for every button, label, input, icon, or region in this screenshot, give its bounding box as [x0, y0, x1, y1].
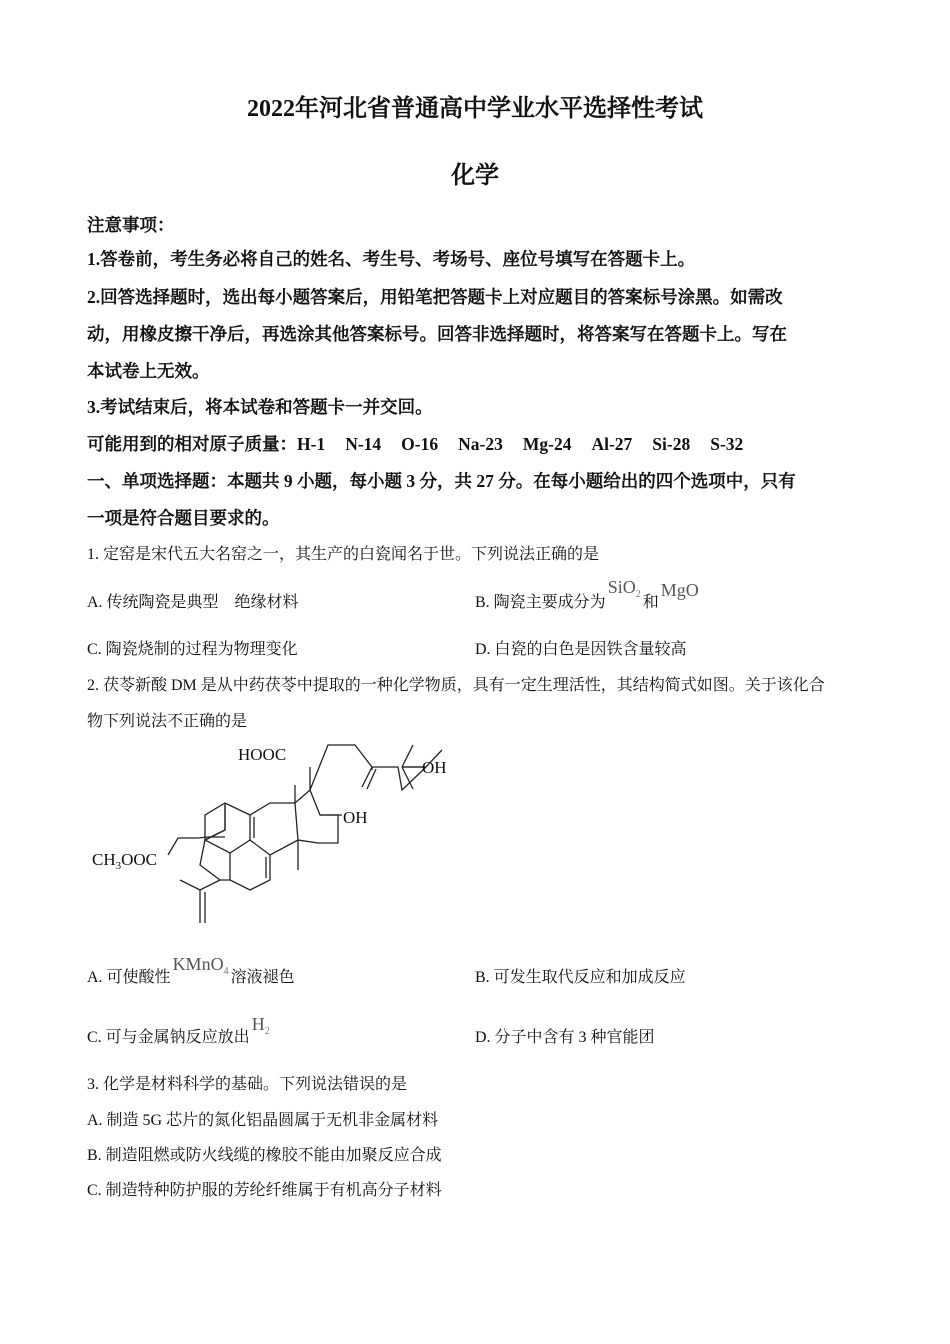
label-ester-ch: CH	[92, 850, 116, 869]
q2-option-c-text: C. 可与金属钠反应放出	[87, 1029, 250, 1046]
section-1-line-1: 一、单项选择题：本题共 9 小题，每小题 3 分，共 27 分。在每小题给出的四个选项中，只有	[87, 471, 796, 491]
q2-option-d: D. 分子中含有 3 种官能团	[475, 1029, 655, 1046]
label-ester-sub: 3	[115, 860, 122, 872]
label-ester-ooc: OOC	[121, 850, 158, 869]
q2-option-a-tail: 溶液褪色	[230, 969, 295, 986]
q2-formula-kmno4	[172, 954, 229, 977]
atomic-masses-label: 可能用到的相对原子质量：	[87, 434, 297, 454]
note-3: 3.考试结束后，将本试卷和答题卡一并交回。	[87, 397, 433, 417]
label-hooc: HOOC	[238, 745, 287, 764]
q3-stem: 3. 化学是材料科学的基础。下列说法错误的是	[87, 1076, 408, 1093]
mass-h: H-1	[297, 434, 326, 454]
label-oh-ring: OH	[343, 808, 368, 827]
note-1: 1.答卷前，考生务必将自己的姓名、考生号、考场号、座位号填写在答题卡上。	[87, 249, 696, 269]
q2-option-a-text: A. 可使酸性	[87, 969, 171, 986]
q2-formula-h2-main: H	[251, 1014, 265, 1034]
q2-structure-diagram	[80, 735, 480, 935]
q1-formula-sio2	[607, 577, 641, 600]
mass-na: Na-23	[458, 434, 503, 454]
mass-si: Si-28	[652, 434, 691, 454]
alkene-bond-1	[362, 767, 372, 787]
q2-option-b: B. 可发生取代反应和加成反应	[475, 969, 686, 986]
note-2-line-1: 2.回答选择题时，选出每小题答案后，用铅笔把答题卡上对应题目的答案标号涂黑。如需改	[87, 287, 783, 307]
q2-formula-h2-sub: 2	[264, 1026, 270, 1037]
q1-formula-mgo: MgO	[660, 580, 699, 600]
q2-formula-kmno4-sub: 4	[223, 966, 229, 977]
mass-mg: Mg-24	[522, 434, 572, 454]
q3-option-b: B. 制造阻燃或防火线缆的橡胶不能由加聚反应合成	[87, 1147, 442, 1164]
q2-stem-line-1: 2. 茯苓新酸 DM 是从中药茯苓中提取的一种化学物质，具有一定生理活性，其结构简式如图。关于该化合	[87, 677, 825, 694]
q1-option-c: C. 陶瓷烧制的过程为物理变化	[87, 641, 298, 658]
subject-title: 化学	[451, 163, 499, 189]
mass-n: N-14	[345, 434, 382, 454]
q1-formula-sio2-sub: 2	[635, 589, 641, 600]
q2-stem-line-2: 物下列说法不正确的是	[87, 713, 248, 730]
q2-option-c	[87, 1014, 270, 1049]
methyl-down	[402, 767, 413, 789]
q1-option-b-text: B. 陶瓷主要成分为	[475, 594, 606, 611]
ring-c	[250, 803, 298, 855]
mass-al: Al-27	[591, 434, 633, 454]
q1-stem: 1. 定窑是宋代五大名窑之一，其生产的白瓷闻名于世。下列说法正确的是	[87, 546, 600, 563]
note-2-line-2: 动，用橡皮擦干净后，再选涂其他答案标号。回答非选择题时，将答案写在答题卡上。写在	[87, 324, 787, 344]
alkene-bond-2	[367, 769, 376, 789]
note-2-line-3: 本试卷上无效。	[87, 361, 210, 381]
q1-formula-sio2-main: SiO	[607, 577, 636, 597]
q1-option-d: D. 白瓷的白色是因铁含量较高	[475, 641, 687, 658]
q1-option-a: A. 传统陶瓷是典型 绝缘材料	[87, 594, 299, 611]
ring-b-lower	[230, 853, 270, 890]
ring-d	[295, 790, 338, 843]
mass-s: S-32	[710, 434, 744, 454]
q1-option-b	[475, 577, 699, 614]
section-1-line-2: 一项是符合题目要求的。	[87, 508, 280, 528]
methyl-up	[402, 745, 413, 767]
isopropenyl-link	[200, 880, 220, 890]
q2-formula-kmno4-main: KMnO	[172, 954, 224, 974]
q2-option-a	[87, 954, 295, 989]
exam-title: 2022年河北省普通高中学业水平选择性考试	[247, 96, 703, 122]
notes-heading: 注意事项：	[87, 215, 175, 235]
q1-option-b-and: 和	[642, 594, 659, 611]
q3-option-a: A. 制造 5G 芯片的氮化铝晶圆属于无机非金属材料	[87, 1112, 439, 1129]
q3-option-c: C. 制造特种防护服的芳纶纤维属于有机高分子材料	[87, 1182, 442, 1199]
label-ester	[92, 850, 157, 872]
ring-b	[205, 803, 250, 853]
label-oh-chain: OH	[422, 758, 447, 777]
atomic-masses	[87, 431, 743, 456]
skeleton-bonds	[168, 745, 442, 923]
q2-formula-h2	[251, 1014, 270, 1037]
mass-o: O-16	[401, 434, 439, 454]
isopropenyl-methyl	[180, 880, 200, 890]
